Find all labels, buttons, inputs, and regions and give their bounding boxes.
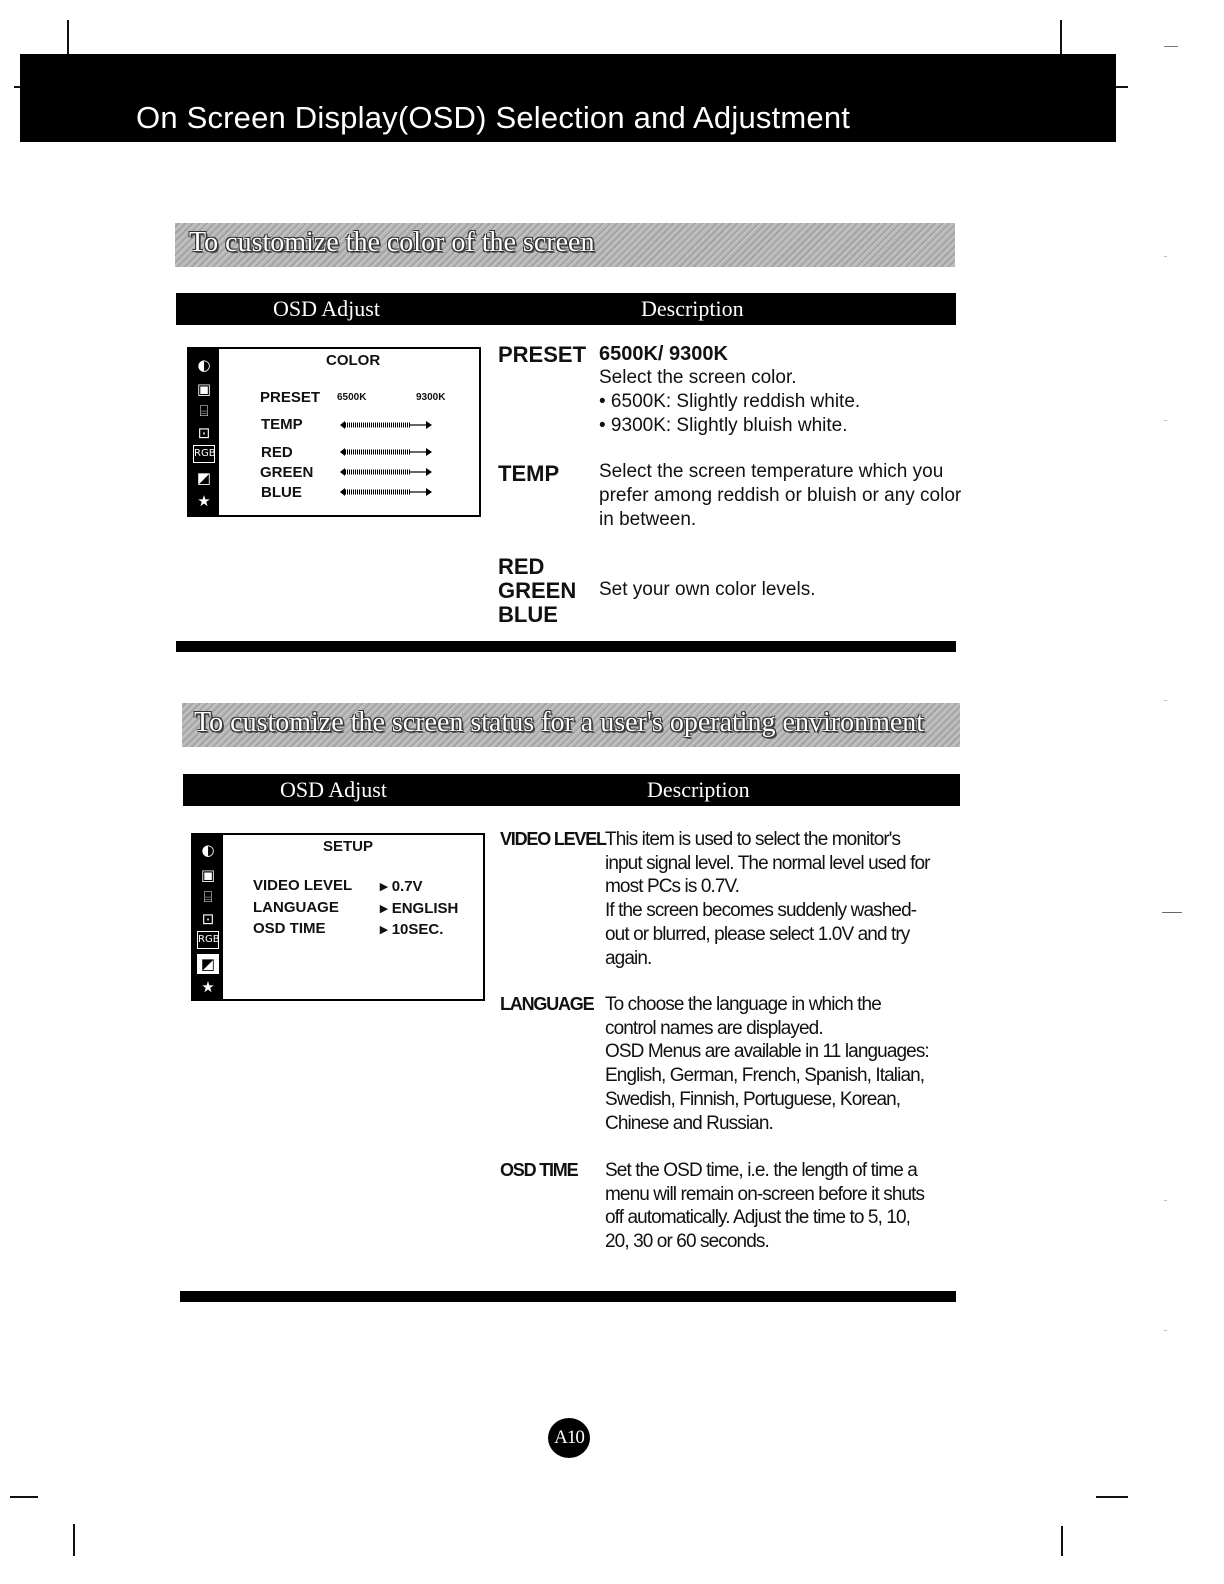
track-icon: ⊡ — [197, 424, 211, 442]
desc-line: This item is used to select the monitor's — [605, 829, 901, 850]
page-number: A10 — [548, 1418, 590, 1458]
desc-line: Swedish, Finnish, Portuguese, Korean, — [605, 1088, 901, 1110]
osd-icon-bar — [189, 349, 219, 515]
osd-language-label: LANGUAGE — [253, 899, 339, 916]
desc-line: Select the screen temperature which you — [599, 461, 944, 482]
term-osd-time: OSD TIME — [500, 1160, 578, 1180]
col-osd-adjust: OSD Adjust — [273, 296, 380, 321]
desc-line: in between. — [599, 509, 697, 530]
margin-tick — [1164, 256, 1167, 257]
margin-tick — [1164, 420, 1167, 421]
desc-line: • 9300K: Slightly bluish white. — [599, 415, 848, 436]
rgb-icon: RGB — [193, 445, 215, 463]
size-icon: ⌸ — [203, 888, 213, 906]
desc-line: out or blurred, please select 1.0V and try — [605, 923, 910, 945]
section-title-color — [175, 223, 955, 267]
osd-setup-menu — [191, 833, 485, 1001]
section-title-text: To customize the color of the screen — [189, 227, 595, 258]
desc-line: control names are displayed. — [605, 1017, 823, 1039]
crop-mark — [1061, 1526, 1063, 1556]
desc-line: • 6500K: Slightly reddish white. — [599, 391, 861, 412]
page-title: On Screen Display(OSD) Selection and Adjustment — [136, 100, 851, 135]
crop-mark — [73, 1524, 75, 1556]
desc-line: 20, 30 or 60 seconds. — [605, 1231, 769, 1253]
desc-line: off automatically. Adjust the time to 5, 10, — [605, 1207, 911, 1229]
section-title-environment — [182, 703, 960, 747]
desc-line: menu will remain on-screen before it shuts — [605, 1183, 925, 1205]
setup-icon: ◩ — [196, 469, 212, 487]
desc-line: most PCs is 0.7V. — [605, 876, 739, 898]
table-header — [176, 293, 956, 325]
desc-line: Chinese and Russian. — [605, 1112, 773, 1134]
desc-line: prefer among reddish or bluish or any color — [599, 485, 962, 506]
osd-red-label: RED — [261, 444, 293, 461]
osd-red-slider — [340, 447, 432, 457]
col-osd-adjust: OSD Adjust — [280, 777, 387, 802]
crop-mark — [10, 1496, 38, 1498]
term-green: GREEN — [498, 578, 577, 603]
section-divider — [176, 641, 956, 652]
track-icon: ⊡ — [201, 910, 215, 928]
section-title-text: To customize the screen status for a user's operating environment — [194, 707, 925, 738]
osd-blue-label: BLUE — [261, 484, 302, 501]
osd-preset-6500k: 6500K — [337, 392, 367, 403]
position-icon: ▣ — [200, 866, 216, 884]
desc-line: Set the OSD time, i.e. the length of time a — [605, 1160, 917, 1181]
margin-tick — [1164, 46, 1178, 47]
margin-tick — [1164, 1330, 1167, 1331]
osd-preset-label: PRESET — [260, 389, 321, 406]
crop-mark — [1060, 20, 1062, 54]
rgb-icon: RGB — [197, 931, 219, 949]
desc-temp — [599, 460, 961, 532]
col-description: Description — [641, 296, 744, 321]
star-icon: ★ — [197, 492, 211, 510]
crop-mark — [1116, 86, 1128, 88]
position-icon: ▣ — [196, 380, 212, 398]
margin-tick — [1164, 1200, 1167, 1201]
desc-line: If the screen becomes suddenly washed- — [605, 900, 917, 922]
term-temp: TEMP — [498, 461, 560, 486]
desc-line: again. — [605, 947, 652, 969]
osd-green-slider — [340, 467, 432, 477]
margin-tick — [1164, 700, 1167, 701]
term-video-level: VIDEO LEVEL — [500, 829, 606, 849]
osd-preset-9300k: 9300K — [416, 392, 446, 403]
desc-line: English, German, French, Spanish, Italian, — [605, 1065, 925, 1087]
desc-line: input signal level. The normal level used for — [605, 852, 930, 874]
osd-temp-label: TEMP — [261, 416, 303, 433]
osd-video-level-label: VIDEO LEVEL — [253, 877, 353, 894]
osd-menu-title: SETUP — [323, 838, 374, 855]
osd-blue-slider — [340, 487, 432, 497]
osd-icon-bar — [193, 835, 223, 999]
osd-color-menu — [187, 347, 481, 517]
osd-video-level-value: ▸ 0.7V — [380, 878, 423, 895]
crop-mark — [67, 20, 69, 54]
table-header — [183, 774, 960, 806]
crop-mark — [1096, 1496, 1128, 1498]
brightness-icon: ◐ — [201, 841, 215, 859]
osd-language-value: ▸ ENGLISH — [380, 900, 459, 917]
size-icon: ⌸ — [199, 402, 209, 420]
term-blue: BLUE — [498, 602, 558, 627]
osd-menu-title: COLOR — [326, 352, 381, 369]
osd-time-value: ▸ 10SEC. — [380, 921, 444, 938]
desc-preset-heading: 6500K/ 9300K — [599, 343, 728, 365]
col-description: Description — [647, 777, 750, 802]
term-red: RED — [498, 554, 545, 579]
brightness-icon: ◐ — [197, 356, 211, 374]
term-language: LANGUAGE — [500, 994, 594, 1014]
osd-temp-slider — [340, 420, 432, 430]
page-header — [20, 54, 1116, 142]
desc-line: Select the screen color. — [599, 367, 797, 388]
margin-tick — [1162, 912, 1182, 913]
desc-preset — [599, 342, 860, 438]
desc-language — [605, 993, 929, 1135]
desc-rgb: Set your own color levels. — [599, 579, 816, 600]
star-icon: ★ — [201, 978, 215, 996]
desc-video-level — [605, 828, 930, 970]
setup-icon: ◩ — [197, 954, 219, 974]
osd-green-label: GREEN — [260, 464, 314, 481]
desc-osd-time — [605, 1159, 924, 1254]
term-preset: PRESET — [498, 342, 587, 367]
section-divider — [180, 1291, 956, 1302]
desc-line: OSD Menus are available in 11 languages: — [605, 1041, 929, 1063]
desc-line: To choose the language in which the — [605, 994, 881, 1015]
osd-time-label: OSD TIME — [253, 920, 326, 937]
